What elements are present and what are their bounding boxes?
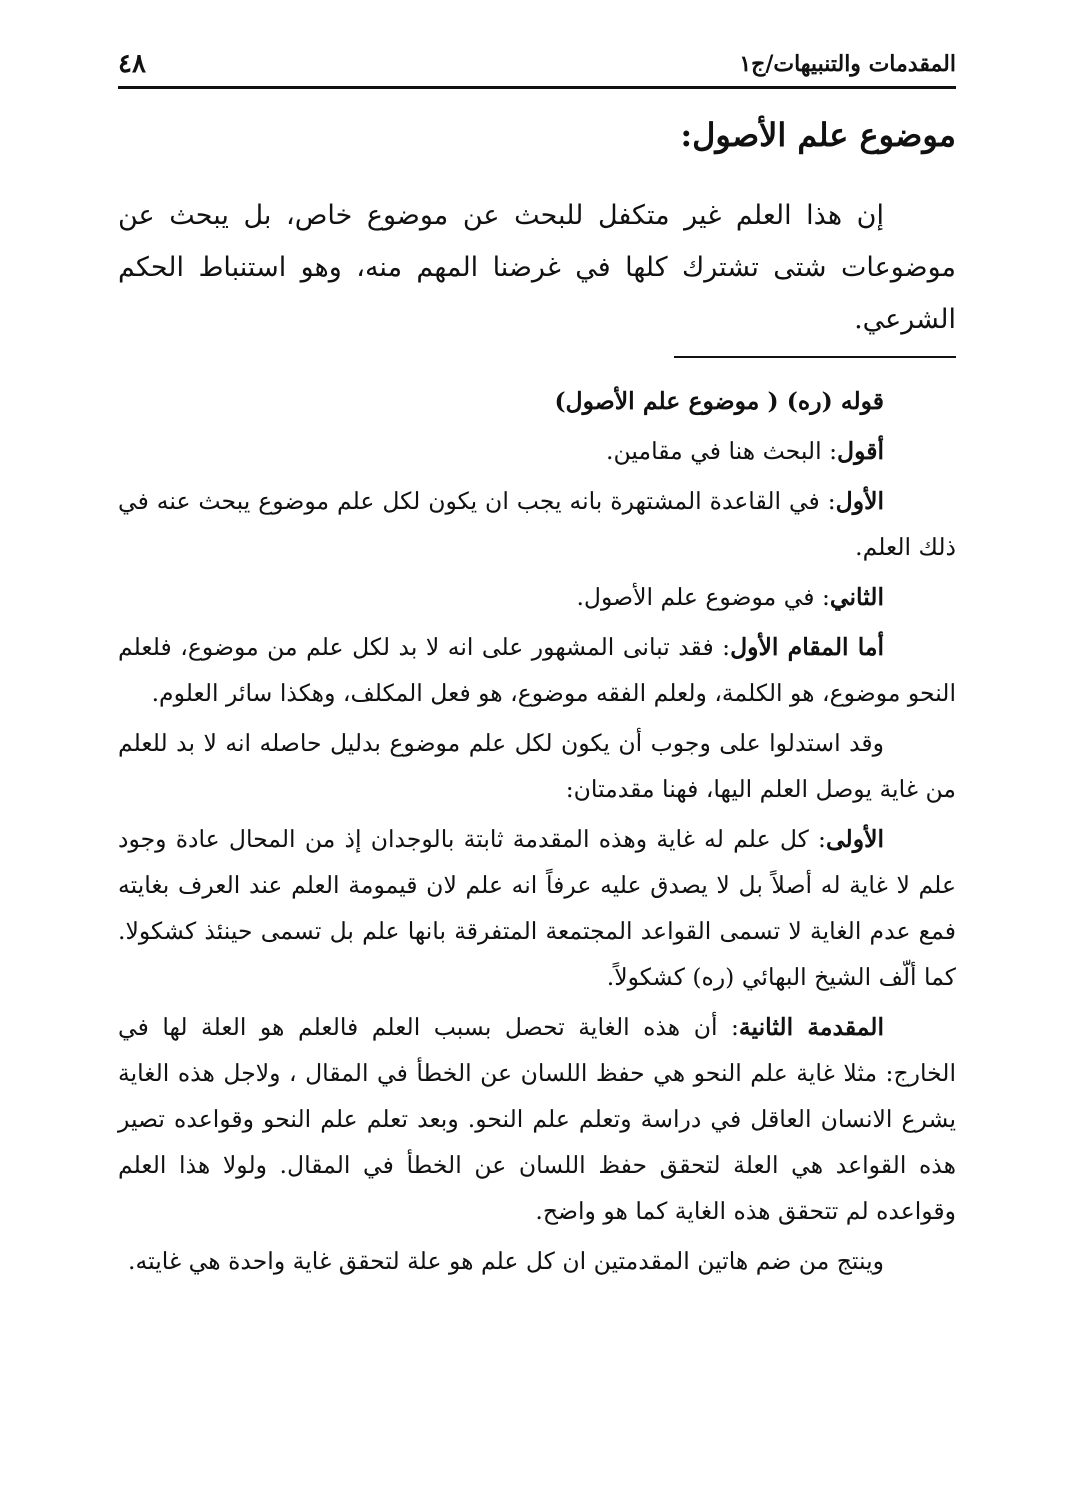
commentary-paragraph [118,428,956,474]
paragraph-text: : البحث هنا في مقامين. [606,437,838,465]
commentary-paragraph [118,574,956,620]
paragraph-lead: المقدمة الثانية [738,1013,885,1041]
commentary-paragraph [118,816,956,1000]
running-header [118,42,956,89]
commentary-paragraph [118,1238,956,1284]
paragraph-text: وينتج من ضم هاتين المقدمتين ان كل علم هو علة لتحقق غاية واحدة هي غايته. [128,1247,884,1275]
commentary-paragraph [118,624,956,716]
paragraph-text: : كل علم له غاية وهذه المقدمة ثابتة بالوجدان إذ من المحال عادة وجود علم لا غاية له أصلاً بل لا يصدق عليه عرفاً انه علم لان قيمومة العلم عند العرف بغايته فمع عدم الغاية لا تسمى القواعد المجتمعة المتفرقة بانها علم بل تسمى حينئذ كشكولا. كما ألّف الشيخ البهائي (ره) كشكولاً. [118,825,956,991]
commentary-paragraph [118,720,956,812]
commentary-paragraph [118,478,956,570]
paragraph-lead: الأول [835,487,884,515]
paragraph-lead: الثاني [829,583,884,611]
section-heading: موضوع علم الأصول: [680,116,956,154]
paragraph-text: : في موضوع علم الأصول. [576,583,830,611]
main-section [118,110,956,346]
paragraph-lead: أقول [837,437,884,465]
paragraph-text: وقد استدلوا على وجوب أن يكون لكل علم موضوع بدليل حاصله انه لا بد للعلم من غاية يوصل العلم اليها، فهنا مقدمتان: [118,729,956,803]
footnote-divider [674,356,956,358]
paragraph-lead: أما المقام الأول [730,633,884,661]
paragraph-text: : في القاعدة المشتهرة بانه يجب ان يكون لكل علم موضوع يبحث عنه في ذلك العلم. [118,487,956,561]
quote-heading-text: قوله (ره) ( موضوع علم الأصول) [554,387,884,415]
main-paragraph: إن هذا العلم غير متكفل للبحث عن موضوع خاص، بل يبحث عن موضوعات شتى تشترك كلها في غرضنا المهم منه، وهو استنباط الحكم الشرعي. [118,200,956,335]
paragraph-text: : أن هذه الغاية تحصل بسبب العلم فالعلم هو العلة لها في الخارج: مثلا غاية علم النحو هي حفظ اللسان عن الخطأ في المقال ، ولاجل هذه الغاية يشرع الانسان العاقل في دراسة وتعلم علم النحو. وبعد تعلم علم النحو وقواعده تصير هذه القواعد هي العلة لتحقق حفظ اللسان عن الخطأ في المقال. ولولا هذا العلم وقواعده لم تتحقق هذه الغاية كما هو واضح. [118,1013,956,1225]
commentary-section [118,378,956,1288]
running-title: المقدمات والتنبيهات/ج١ [739,51,956,77]
commentary-paragraph [118,1004,956,1234]
commentary-quote-heading [118,378,956,424]
paragraph-text: : فقد تبانى المشهور على انه لا بد لكل علم من موضوع، فلعلم النحو موضوع، هو الكلمة، ولعلم الفقه موضوع، هو فعل المكلف، وهكذا سائر العلوم. [118,633,956,707]
paragraph-lead: الأولى [825,825,884,853]
page-number: ٤٨ [118,49,146,79]
